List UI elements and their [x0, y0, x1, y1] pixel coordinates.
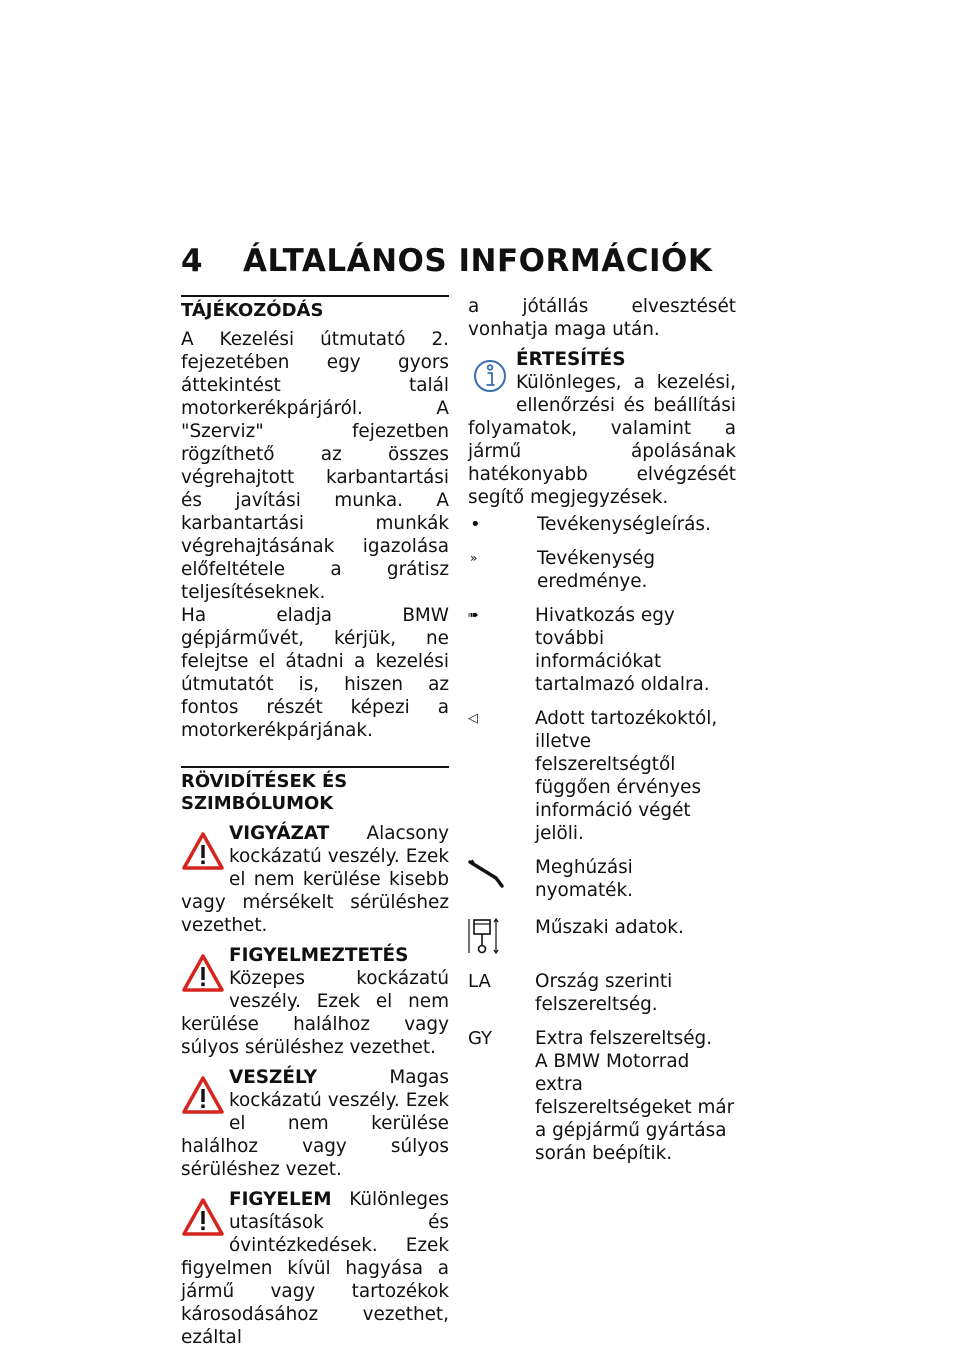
- warning-triangle-icon: [181, 1072, 225, 1118]
- notice-warning: [181, 944, 449, 1059]
- notice-attention: [181, 1188, 449, 1349]
- country-equipment-abbrev: LA: [468, 971, 491, 992]
- engine-piston-icon: [468, 916, 502, 956]
- symbol-description: Tevékenység eredménye.: [537, 548, 656, 592]
- right-column: [468, 295, 736, 1176]
- end-marker-triangle-icon: ◁: [468, 711, 478, 726]
- list-item: [468, 916, 736, 956]
- symbol-description: Meghúzási nyomaték.: [535, 857, 633, 901]
- list-item: [468, 1027, 736, 1165]
- chapter-title-text: ÁLTALÁNOS INFORMÁCIÓK: [243, 243, 713, 279]
- symbol-description: Tevékenységleírás.: [537, 514, 711, 535]
- symbol-description: Extra felszereltség.: [535, 1028, 713, 1049]
- left-column: [181, 295, 449, 1349]
- notice-text: Közepes kockázatú veszély. Ezek el nem kerülése halálhoz vagy súlyos sérüléshez vezethet.: [181, 968, 449, 1058]
- notice-keyword: VIGYÁZAT: [229, 823, 330, 844]
- orientation-paragraph-1: A Kezelési útmutató 2. fejezetében egy gyors áttekintést talál motorkerékpárjáról. A "Szerviz" fejezetben rögzíthető az összes végrehajtott karbantartási és javítási munka. A karbantartási munkák végrehajtásának igazolása előfeltétele a grátisz teljesítéseknek.: [181, 329, 449, 603]
- section-heading-abbreviations: RÖVIDÍTÉSEK ÉS SZIMBÓLUMOK: [181, 766, 449, 815]
- warning-triangle-icon: [181, 950, 225, 996]
- chapter-number: 4: [181, 243, 204, 279]
- list-item: [468, 707, 736, 845]
- notice-caution: [181, 822, 449, 937]
- list-item: [468, 970, 736, 1016]
- warning-triangle-icon: [181, 828, 225, 874]
- bullet-icon: •: [470, 514, 481, 535]
- chapter-title: [181, 243, 712, 279]
- symbol-description: Ország szerinti felszereltség.: [535, 971, 673, 1015]
- page-reference-arrow-icon: ➠: [468, 608, 479, 623]
- notice-note: [468, 348, 736, 509]
- list-item: [468, 604, 736, 696]
- notice-keyword: FIGYELMEZTETÉS: [229, 945, 409, 966]
- notice-keyword: ÉRTESÍTÉS: [516, 349, 626, 370]
- result-arrow-icon: »: [470, 551, 478, 565]
- notice-text: Különleges utasítások és óvintézkedések. Ezek figyelmen kívül hagyása a jármű vagy tartozékok károsodásához vezethet, ezáltal: [181, 1189, 449, 1348]
- list-item: [468, 513, 736, 536]
- section-heading-orientation: TÁJÉKOZÓDÁS: [181, 295, 449, 322]
- list-item: [468, 856, 736, 902]
- symbol-list: [468, 513, 736, 1165]
- continued-text: a jótállás elvesztését vonhatja maga után.: [468, 296, 736, 340]
- warning-triangle-icon: [181, 1194, 225, 1240]
- symbol-description: Hivatkozás egy további információkat tartalmazó oldalra.: [535, 605, 710, 695]
- notice-keyword: VESZÉLY: [229, 1067, 318, 1088]
- info-icon: [468, 354, 512, 400]
- symbol-description: Adott tartozékoktól, illetve felszereltségtől függően érvényes információ végét jelöli.: [535, 708, 718, 844]
- notice-keyword: FIGYELEM: [229, 1189, 332, 1210]
- notice-text: Magas kockázatú veszély. Ezek el nem kerülése halálhoz vagy súlyos sérüléshez vezet.: [181, 1067, 449, 1180]
- list-item: [468, 547, 736, 593]
- notice-danger: [181, 1066, 449, 1181]
- symbol-description-detail: A BMW Motorrad extra felszereltségeket már a gépjármű gyártása során beépítik.: [535, 1051, 735, 1164]
- torque-wrench-icon: [468, 856, 508, 890]
- orientation-paragraph-2: Ha eladja BMW gépjárművét, kérjük, ne felejtse el átadni a kezelési útmutatót is, hiszen az fontos részét képezi a motorkerékpárjának.: [181, 605, 449, 741]
- notice-text: Alacsony kockázatú veszély. Ezek el nem kerülése kisebb vagy mérsékelt sérüléshez vezethet.: [181, 823, 449, 936]
- optional-equipment-abbrev: GY: [468, 1028, 493, 1049]
- spacer: [181, 742, 449, 766]
- notice-text: Különleges, a kezelési, ellenőrzési és beállítási folyamatok, valamint a jármű ápolásának hatékonyabb elvégzését segítő megjegyzések.: [468, 372, 736, 508]
- symbol-description: Műszaki adatok.: [535, 917, 684, 938]
